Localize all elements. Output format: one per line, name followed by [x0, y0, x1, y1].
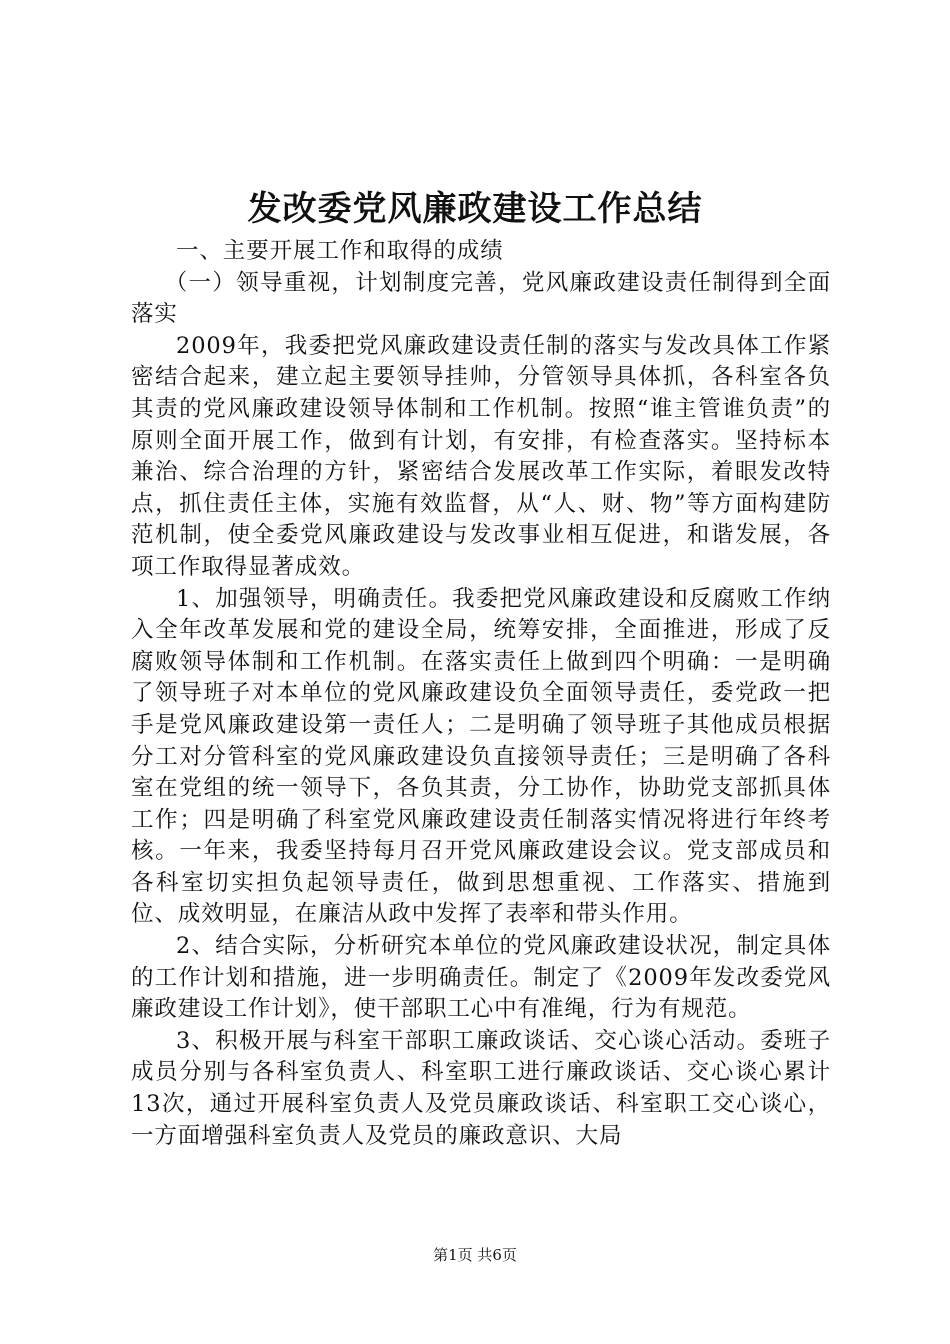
- paragraph: 2、结合实际，分析研究本单位的党风廉政建设状况，制定具体的工作计划和措施，进一步明确责任。制定了《2009年发改委党风廉政建设工作计划》，使干部职工心中有准绳，行为有规范。: [131, 933, 831, 1023]
- section-heading: 一、主要开展工作和取得的成绩: [176, 238, 504, 264]
- paragraph: 2009年，我委把党风廉政建设责任制的落实与发改具体工作紧密结合起来，建立起主要领导挂帅，分管领导具体抓，各科室各负其责的党风廉政建设领导体制和工作机制。按照“谁主管谁负责”的原则全面开展工作，做到有计划，有安排，有检查落实。坚持标本兼治、综合治理的方针，紧密结合发展改革工作实际，着眼发改特点，抓住责任主体，实施有效监督，从“人、财、物”等方面构建防范机制，使全委党风廉政建设与发改事业相互促进，和谐发展，各项工作取得显著成效。: [131, 332, 831, 580]
- document-body: [131, 236, 831, 1152]
- paragraph: 3、积极开展与科室干部职工廉政谈话、交心谈心活动。委班子成员分别与各科室负责人、科室职工进行廉政谈话、交心谈心累计13次，通过开展科室负责人及党员廉政谈话、科室职工交心谈心，一方面增强科室负责人及党员的廉政意识、大局: [131, 1027, 831, 1149]
- page-number-footer: 第1页 共6页: [433, 1246, 517, 1264]
- subsection-heading: （一）领导重视，计划制度完善，党风廉政建设责任制得到全面落实: [131, 269, 831, 328]
- document-title: 发改委党风廉政建设工作总结: [247, 189, 703, 229]
- paragraph: 1、加强领导，明确责任。我委把党风廉政建设和反腐败工作纳入全年改革发展和党的建设全局，统筹安排，全面推进，形成了反腐败领导体制和工作机制。在落实责任上做到四个明确：一是明确了领导班子对本单位的党风廉政建设负全面领导责任，委党政一把手是党风廉政建设第一责任人；二是明确了领导班子其他成员根据分工对分管科室的党风廉政建设负直接领导责任；三是明确了各科室在党组的统一领导下，各负其责，分工协作，协助党支部抓具体工作；四是明确了科室党风廉政建设责任制落实情况将进行年终考核。一年来，我委坚持每月召开党风廉政建设会议。党支部成员和各科室切实担负起领导责任，做到思想重视、工作落实、措施到位、成效明显，在廉洁从政中发挥了表率和带头作用。: [131, 585, 831, 928]
